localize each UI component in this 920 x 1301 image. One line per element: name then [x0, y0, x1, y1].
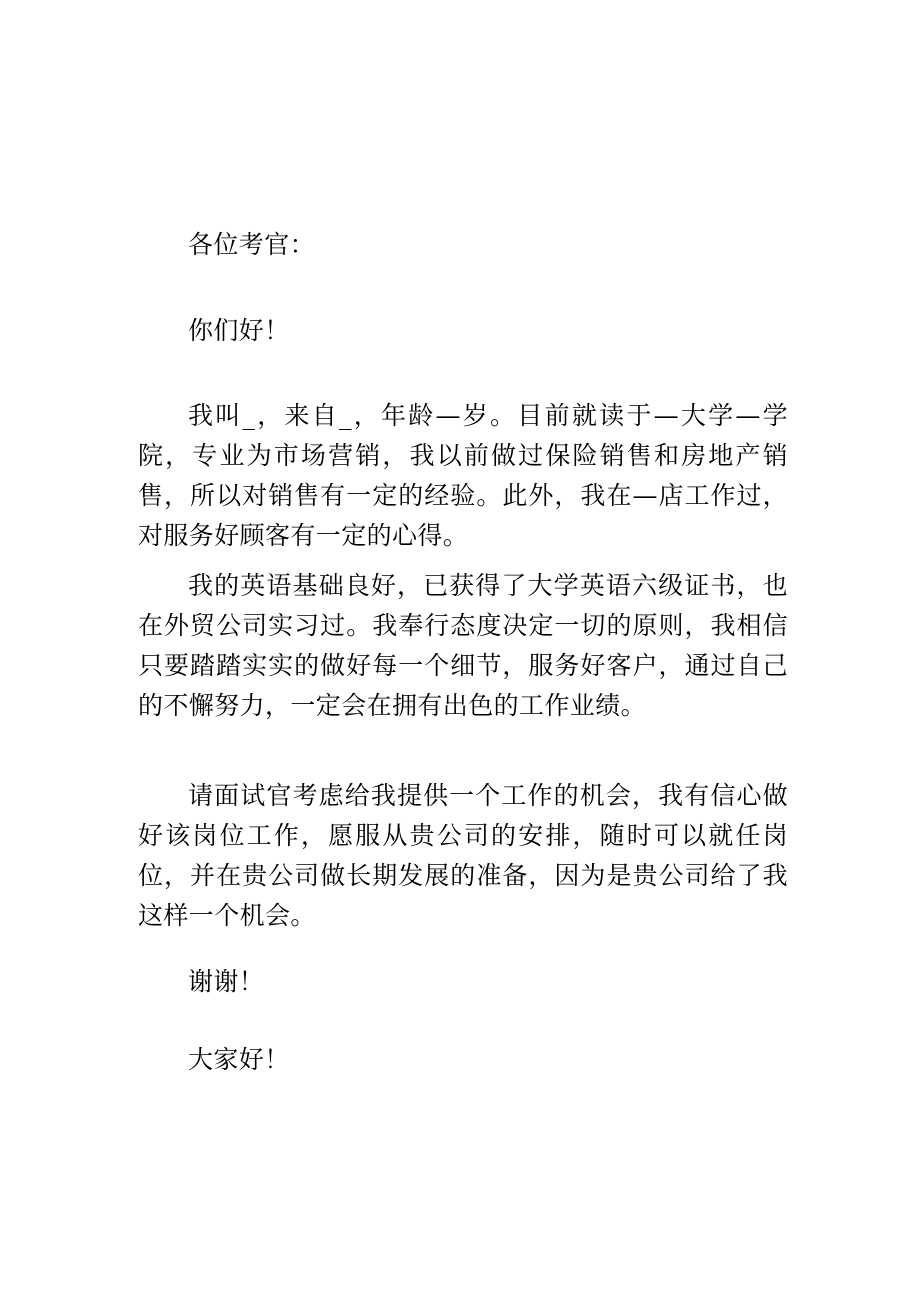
paragraph-intro: 我叫_，来自_，年龄—岁。目前就读于—大学—学院，专业为市场营销，我以前做过保险销售和房地产销售，所以对销售有一定的经验。此外，我在—店工作过，对服务好顾客有一定的心得。 — [138, 401, 788, 550]
salutation: 各位考官： — [188, 230, 316, 259]
closing-line: 大家好！ — [188, 1045, 290, 1074]
thanks-line: 谢谢！ — [188, 967, 265, 996]
paragraph-request: 请面试官考虑给我提供一个工作的机会，我有信心做好该岗位工作，愿服从贵公司的安排，随时可以就任岗位，并在贵公司做长期发展的准备，因为是贵公司给了我这样一个机会。 — [138, 781, 788, 930]
greeting: 你们好！ — [188, 316, 290, 345]
paragraph-skills: 我的英语基础良好，已获得了大学英语六级证书，也在外贸公司实习过。我奉行态度决定一切的原则，我相信只要踏踏实实的做好每一个细节，服务好客户，通过自己的不懈努力，一定会在拥有出色的工作业绩。 — [138, 571, 788, 720]
